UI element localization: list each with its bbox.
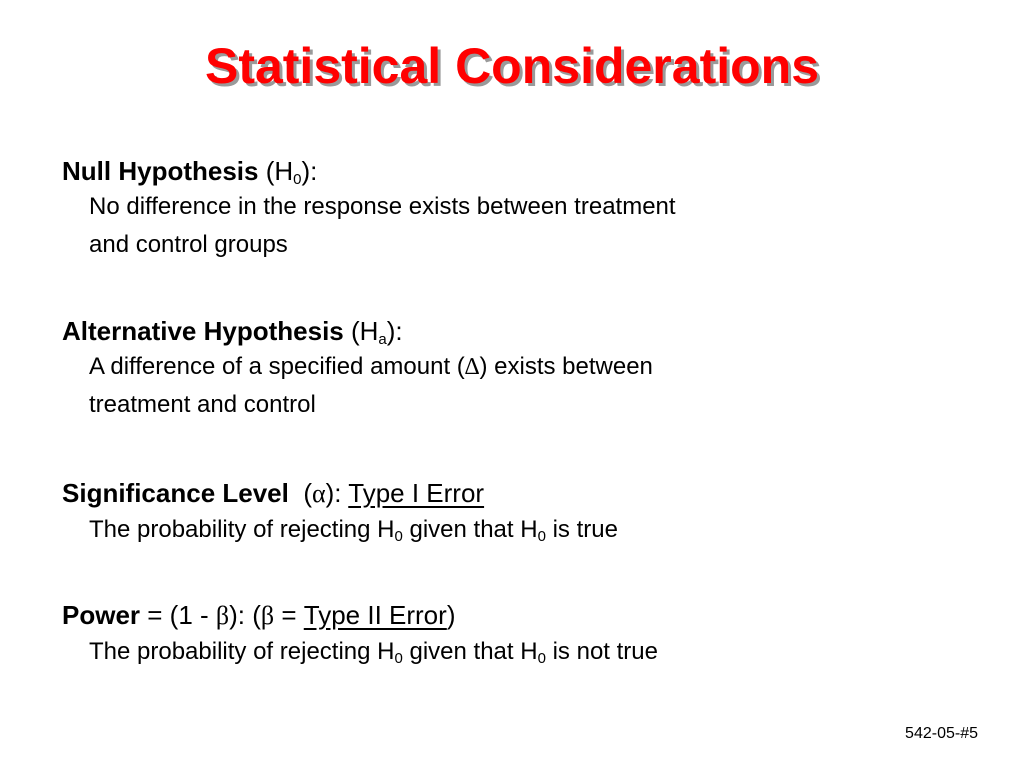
body-subscript: 0 [394, 650, 403, 667]
power-line-1 [89, 633, 962, 671]
significance-level-heading [62, 476, 962, 511]
heading-symbol: (H [343, 316, 379, 346]
slide-title: Statistical Considerations [204, 38, 820, 94]
heading-eq: = [274, 600, 304, 630]
body-subscript: 0 [537, 650, 546, 667]
beta-symbol: β [260, 601, 275, 630]
body-subscript: 0 [537, 528, 546, 545]
alpha-symbol: α [311, 479, 326, 508]
heading-eq: = (1 - [140, 600, 216, 630]
body-text: is true [545, 516, 618, 543]
heading-term: Power [62, 600, 141, 630]
body-text: A difference of a specified amount ( [89, 353, 465, 380]
alternative-hypothesis-section [62, 314, 962, 424]
slide-footer-id: 542-05-#5 [905, 725, 978, 742]
significance-level-section [62, 476, 962, 549]
body-text: ) exists between [479, 353, 653, 380]
heading-mid: ): ( [229, 600, 261, 630]
alternative-hypothesis-line-2: treatment and control [89, 391, 316, 418]
body-text: The probability of rejecting H [89, 516, 395, 543]
heading-term: Null Hypothesis [62, 156, 259, 186]
power-section [62, 598, 962, 671]
body-text: given that H [402, 638, 538, 665]
null-hypothesis-line-2: and control groups [89, 231, 288, 258]
heading-subscript: 0 [293, 171, 302, 188]
body-subscript: 0 [394, 528, 403, 545]
body-text: is not true [545, 638, 658, 665]
power-heading [62, 598, 962, 633]
body-text: given that H [402, 516, 538, 543]
heading-close: ): [325, 478, 349, 508]
heading-symbol: (H [258, 156, 294, 186]
alternative-hypothesis-heading [62, 314, 962, 348]
null-hypothesis-line-1: No difference in the response exists between treatment [89, 193, 676, 220]
type-i-error-term: Type I Error [348, 478, 485, 508]
significance-level-line-1 [89, 511, 962, 549]
body-text: The probability of rejecting H [89, 638, 395, 665]
alternative-hypothesis-line-1 [89, 348, 962, 386]
heading-open: ( [288, 478, 312, 508]
heading-term: Significance Level [62, 478, 289, 508]
heading-close: ): [301, 156, 318, 186]
heading-close: ): [386, 316, 403, 346]
beta-symbol: β [215, 601, 230, 630]
heading-close: ) [446, 600, 456, 630]
null-hypothesis-section [62, 154, 962, 264]
heading-term: Alternative Hypothesis [62, 316, 344, 346]
null-hypothesis-heading [62, 154, 962, 188]
heading-subscript: a [378, 331, 387, 348]
delta-symbol: ∆ [464, 354, 480, 380]
type-ii-error-term: Type II Error [303, 600, 447, 630]
